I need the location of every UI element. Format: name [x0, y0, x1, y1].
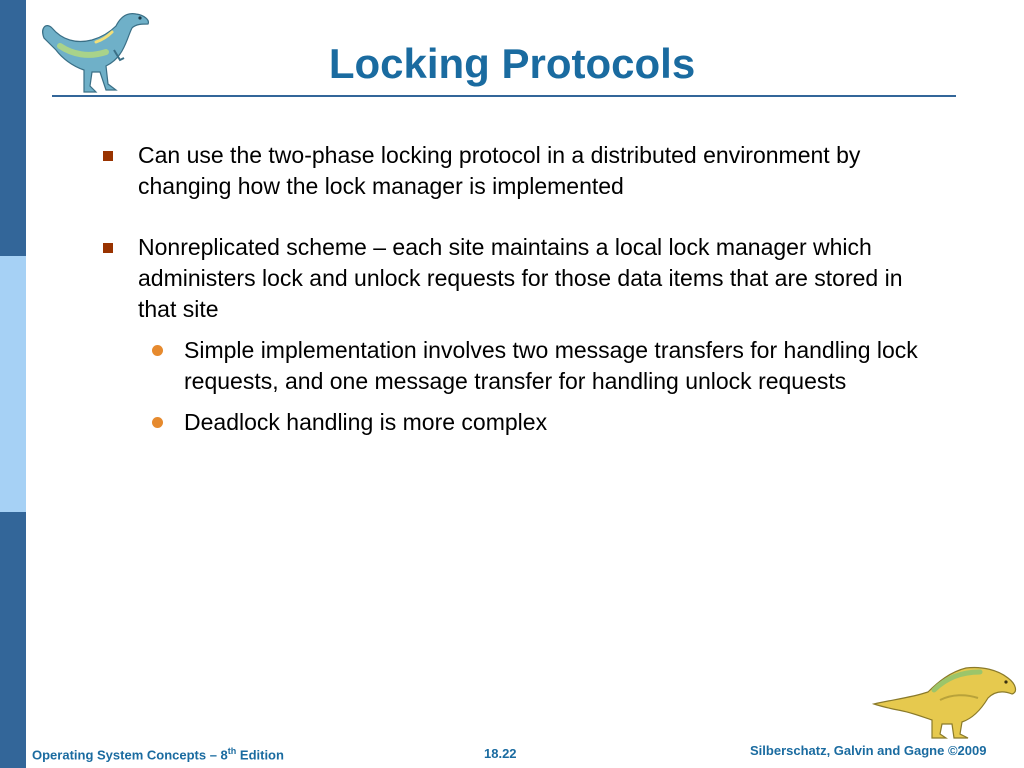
sub-bullet-text: Deadlock handling is more complex [184, 409, 548, 435]
dinosaur-icon [36, 6, 156, 96]
side-bar [0, 0, 26, 768]
slide-content [100, 140, 930, 448]
footer-slide-number: 18.22 [484, 746, 517, 761]
footer-book-title: Operating System Concepts – 8th Edition [32, 746, 284, 763]
footer-copyright: Silberschatz, Galvin and Gagne ©2009 [750, 743, 987, 758]
title-divider [52, 95, 956, 97]
square-bullet-icon [103, 243, 113, 253]
bullet-item [100, 232, 930, 325]
sub-bullet-item [100, 407, 930, 438]
side-bar-highlight [0, 256, 26, 512]
square-bullet-icon [103, 151, 113, 161]
sub-bullet-text: Simple implementation involves two message transfers for handling lock requests, and one message transfer for handling unlock requests [184, 337, 918, 394]
bullet-text: Can use the two-phase locking protocol in a distributed environment by changing how the lock manager is implemented [138, 142, 861, 199]
round-bullet-icon [152, 417, 163, 428]
bullet-text: Nonreplicated scheme – each site maintains a local lock manager which administers lock and unlock requests for those data items that are stored in that site [138, 234, 903, 322]
sub-bullet-item [100, 335, 930, 397]
round-bullet-icon [152, 345, 163, 356]
bullet-item [100, 140, 930, 202]
sub-bullet-list [100, 335, 930, 438]
dinosaur-icon [870, 660, 1020, 740]
page-title: Locking Protocols [328, 40, 696, 87]
